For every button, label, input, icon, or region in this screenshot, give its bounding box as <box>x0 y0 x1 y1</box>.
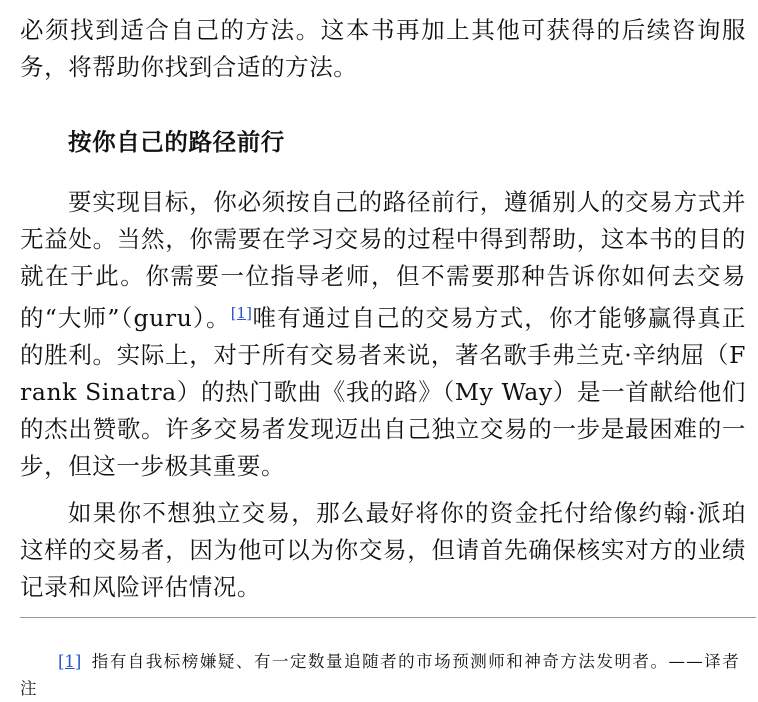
paragraph-2 <box>20 184 746 485</box>
paragraph-3: 如果你不想独立交易，那么最好将你的资金托付给像约翰·派珀这样的交易者，因为他可以为你交易，但请首先确保核实对方的业绩记录和风险评估情况。 <box>20 499 746 601</box>
footnote <box>20 648 740 702</box>
footnote-text: 指有自我标榜嫌疑、有一定数量追随者的市场预测师和神奇方法发明者。——译者注 <box>20 652 740 698</box>
section-heading: 按你自己的路径前行 <box>68 128 285 156</box>
paragraph-2-text-b: 唯有通过自己的交易方式，你才能够赢得真正的胜利。实际上，对于所有交易者来说，著名歌手弗兰克·辛纳屈（Frank Sinatra）的热门歌曲《我的路》（My Way）是一首献给他们的杰出赞歌。许多交易者发现迈出自己独立交易的一步是最困难的一步，但这一步极其重要。 <box>20 304 746 480</box>
footnote-backlink[interactable]: [1] <box>58 652 82 671</box>
paragraph-1: 必须找到适合自己的方法。这本书再加上其他可获得的后续咨询服务，将帮助你找到合适的方法。 <box>20 16 746 81</box>
paragraph-2-text-a: 要实现目标，你必须按自己的路径前行，遵循别人的交易方式并无益处。当然，你需要在学习交易的过程中得到帮助，这本书的目的就在于此。你需要一位指导老师，但不需要那种告诉你如何去交易的“大师”（guru）。 <box>20 188 746 332</box>
footnote-divider <box>20 617 756 618</box>
footnote-reference-link[interactable]: [1] <box>230 304 252 322</box>
